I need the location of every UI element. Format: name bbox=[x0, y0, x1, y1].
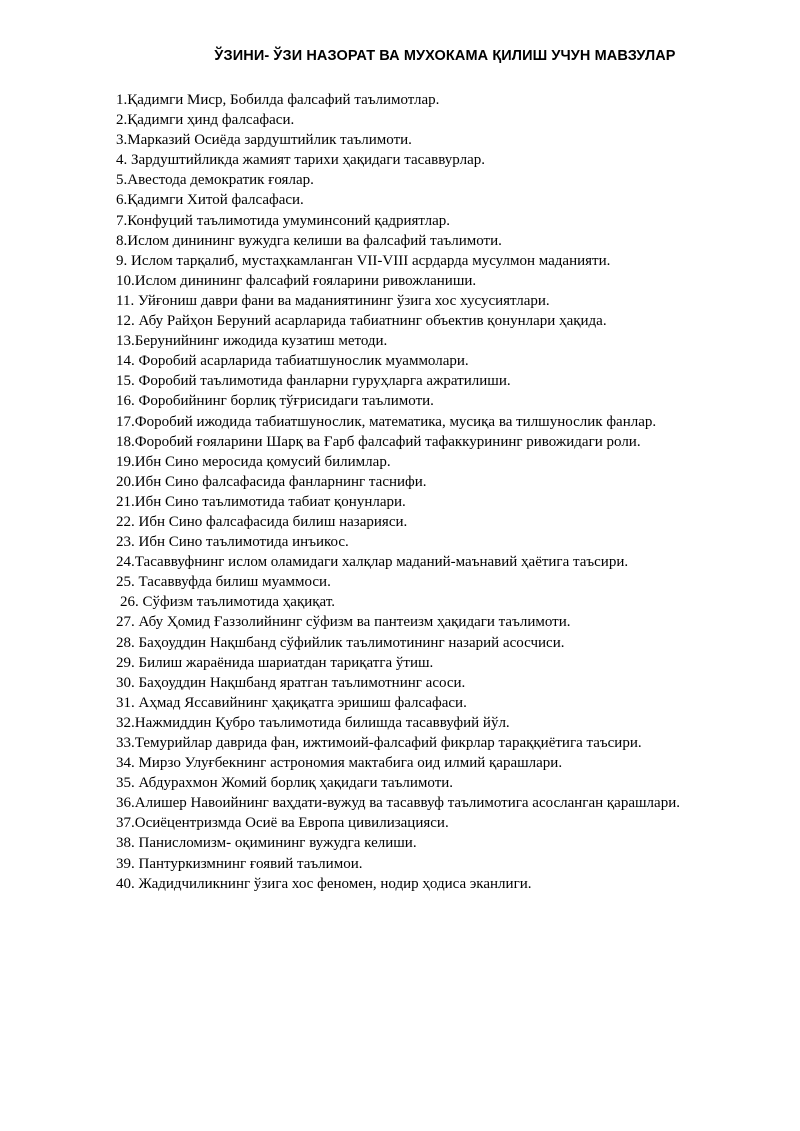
list-item: 18.Форобий ғояларини Шарқ ва Ғарб фалсафий тафаккурининг ривожидаги роли. bbox=[116, 433, 641, 450]
list-item: 7.Конфуций таълимотида умуминсоний қадриятлар. bbox=[116, 212, 451, 229]
list-item: 28. Баҳоуддин Нақшбанд сўфийлик таълимотининг назарий асосчиси. bbox=[116, 634, 565, 651]
list-item: 10.Ислом динининг фалсафий ғояларини ривожланиши. bbox=[116, 272, 477, 289]
topic-list bbox=[116, 90, 743, 894]
list-item: 5.Авестода демократик ғоялар. bbox=[116, 172, 314, 189]
list-item: 21.Ибн Сино таълимотида табиат қонунлари. bbox=[116, 493, 406, 510]
list-item: 29. Билиш жараёнида шариатдан тариқатга ўтиш. bbox=[116, 654, 434, 671]
list-item: 17.Форобий ижодида табиатшунослик, математика, мусиқа ва тилшунослик фанлар. bbox=[116, 413, 657, 430]
list-item: 30. Баҳоуддин Нақшбанд яратган таълимотнинг асоси. bbox=[116, 674, 466, 691]
list-item: 19.Ибн Сино меросида қомусий билимлар. bbox=[116, 453, 391, 470]
list-item: 40. Жадидчиликнинг ўзига хос феномен, нодир ҳодиса эканлиги. bbox=[116, 875, 532, 892]
list-item: 20.Ибн Сино фалсафасида фанларнинг таснифи. bbox=[116, 473, 427, 490]
list-item: 1.Қадимги Миср, Бобилда фалсафий таълимотлар. bbox=[116, 92, 440, 108]
list-item: 39. Пантуркизмнинг ғоявий таълимои. bbox=[116, 855, 363, 872]
list-item: 24.Тасаввуфнинг ислом оламидаги халқлар маданий-маънавий ҳаётига таъсири. bbox=[116, 554, 629, 571]
list-item: 15. Форобий таълимотида фанларни гуруҳларга ажратилиши. bbox=[116, 373, 511, 390]
list-item: 34. Мирзо Улуғбекнинг астрономия мактабига оид илмий қарашлари. bbox=[116, 755, 563, 772]
list-item: 38. Панисломизм- оқимининг вужудга келиши. bbox=[116, 835, 417, 852]
list-item: 6.Қадимги Хитой фалсафаси. bbox=[116, 192, 304, 209]
list-item: 27. Абу Ҳомид Ғаззолийнинг сўфизм ва пантеизм ҳақидаги таълимоти. bbox=[116, 614, 571, 631]
list-item: 33.Темурийлар даврида фан, ижтимоий-фалсафий фикрлар тараққиётига таъсири. bbox=[116, 735, 642, 751]
list-item: 11. Уйғониш даври фани ва маданиятининг ўзига хос хусусиятлари. bbox=[116, 292, 550, 309]
list-item: 13.Берунийнинг ижодида кузатиш методи. bbox=[116, 333, 388, 350]
list-item: 36.Алишер Навоийнинг ваҳдати-вужуд ва тасаввуф таълимотига асосланган қарашлари. bbox=[116, 795, 680, 812]
list-item: 4. Зардуштийликда жамият тарихи ҳақидаги тасаввурлар. bbox=[116, 152, 485, 169]
list-item: 25. Тасаввуфда билиш муаммоси. bbox=[116, 574, 331, 591]
list-item: 23. Ибн Сино таълимотида инъикос. bbox=[116, 534, 349, 551]
list-item: 32.Нажмиддин Қубро таълимотида билишда тасаввуфий йўл. bbox=[116, 714, 510, 731]
list-item: 2.Қадимги ҳинд фалсафаси. bbox=[116, 112, 295, 129]
list-item: 8.Ислом динининг вужудга келиши ва фалсафий таълимоти. bbox=[116, 232, 502, 249]
list-item: 22. Ибн Сино фалсафасида билиш назарияси. bbox=[116, 513, 408, 530]
list-item: 31. Аҳмад Яссавийнинг ҳақиқатга эришиш фалсафаси. bbox=[116, 694, 467, 711]
list-item: 37.Осиёцентризмда Осиё ва Европа цивилизацияси. bbox=[116, 815, 449, 832]
list-item: 3.Марказий Осиёда зардуштийлик таълимоти. bbox=[116, 132, 412, 149]
list-item: 12. Абу Райҳон Беруний асарларида табиатнинг объектив қонунлари ҳақида. bbox=[116, 313, 607, 330]
list-item: 26. Сўфизм таълимотида ҳақиқат. bbox=[120, 594, 335, 611]
list-item: 16. Форобийнинг борлиқ тўғрисидаги таълимоти. bbox=[116, 393, 434, 410]
document-title: ЎЗИНИ- ЎЗИ НАЗОРАТ ВА МУХОКАМА ҚИЛИШ УЧУН МАВЗУЛАР bbox=[214, 48, 676, 64]
list-item: 9. Ислом тарқалиб, мустаҳкамланган VII-VIII асрдарда мусулмон маданияти. bbox=[116, 252, 611, 269]
list-item: 35. Абдурахмон Жомий борлиқ ҳақидаги таълимоти. bbox=[116, 775, 454, 792]
list-item: 14. Форобий асарларида табиатшунослик муаммолари. bbox=[116, 353, 469, 370]
